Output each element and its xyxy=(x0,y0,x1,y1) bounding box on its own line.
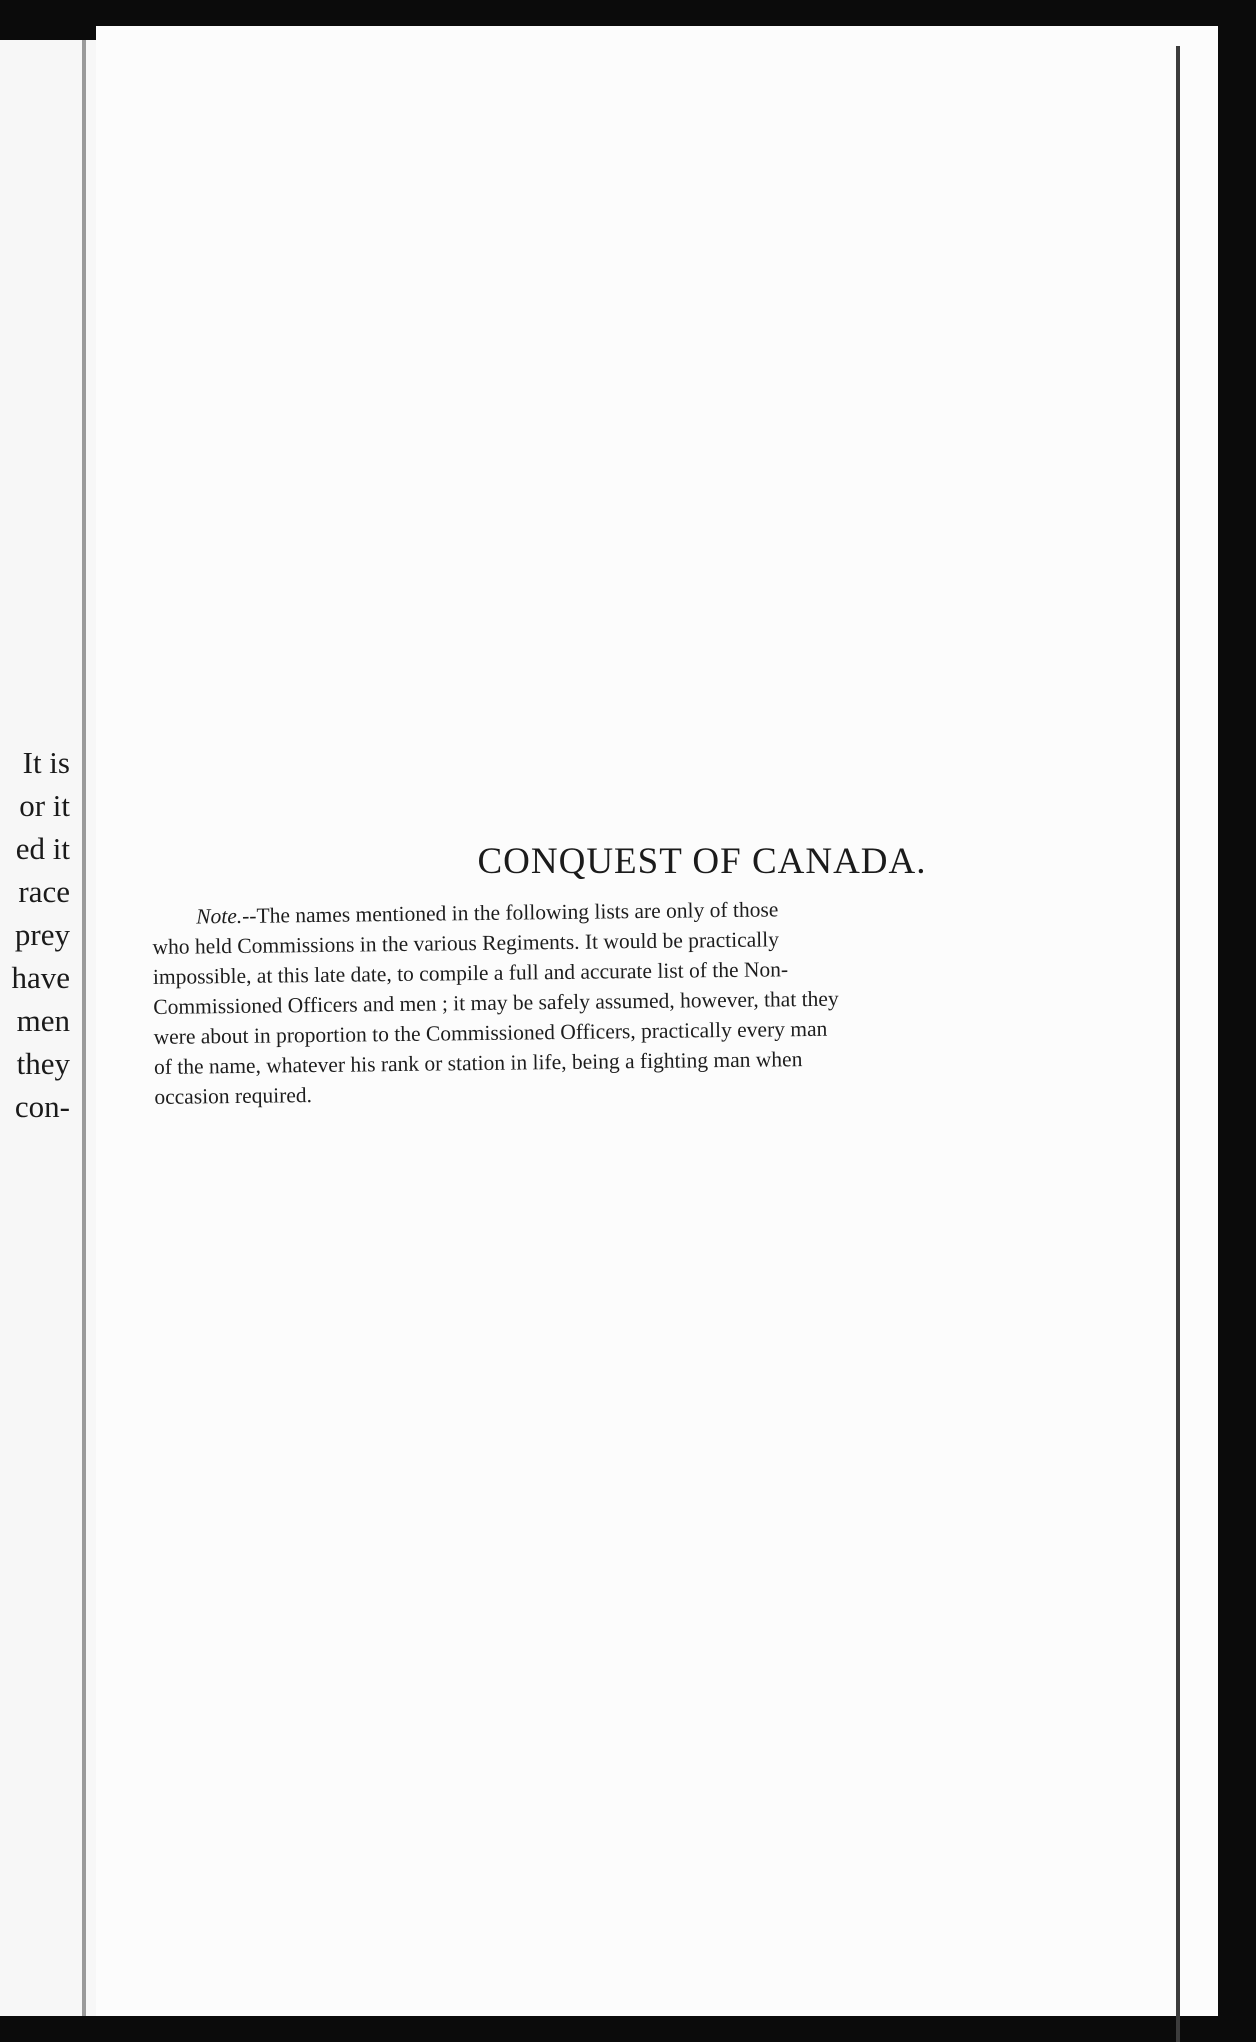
left-page-text-fragment: men xyxy=(16,1003,70,1038)
note-label: Note. xyxy=(196,903,243,929)
book-gutter xyxy=(82,40,86,2016)
left-page-text-fragment: or it xyxy=(19,788,70,823)
page-edge-shadow xyxy=(1176,46,1180,2042)
note-line: impossible, at this late date, to compile a full and accurate list of the Non- xyxy=(152,957,789,989)
left-page-text-fragment: It is xyxy=(22,745,70,780)
right-page xyxy=(96,26,1218,2016)
left-page-text-fragment: con- xyxy=(14,1089,70,1124)
note-line: Commissioned Officers and men ; it may be safely assumed, however, that they xyxy=(153,986,839,1019)
left-page-text-fragment: ed it xyxy=(15,831,70,866)
left-page-text-fragment: prey xyxy=(14,917,70,952)
page-title: CONQUEST OF CANADA. xyxy=(477,841,927,882)
note-paragraph xyxy=(152,891,1074,1112)
left-page-text-fragment: race xyxy=(18,874,70,909)
note-line: were about in proportion to the Commissioned Officers, practically every man xyxy=(153,1016,828,1049)
left-page-text-fragment: have xyxy=(11,960,70,995)
left-page-text-fragment: they xyxy=(16,1046,70,1081)
note-line: Note.--The names mentioned in the following lists are only of those xyxy=(196,897,779,929)
note-line: of the name, whatever his rank or station in life, being a fighting man when xyxy=(153,1047,803,1079)
note-line: occasion required. xyxy=(154,1083,313,1109)
note-line: who held Commissions in the various Regiments. It would be practically xyxy=(152,927,780,959)
